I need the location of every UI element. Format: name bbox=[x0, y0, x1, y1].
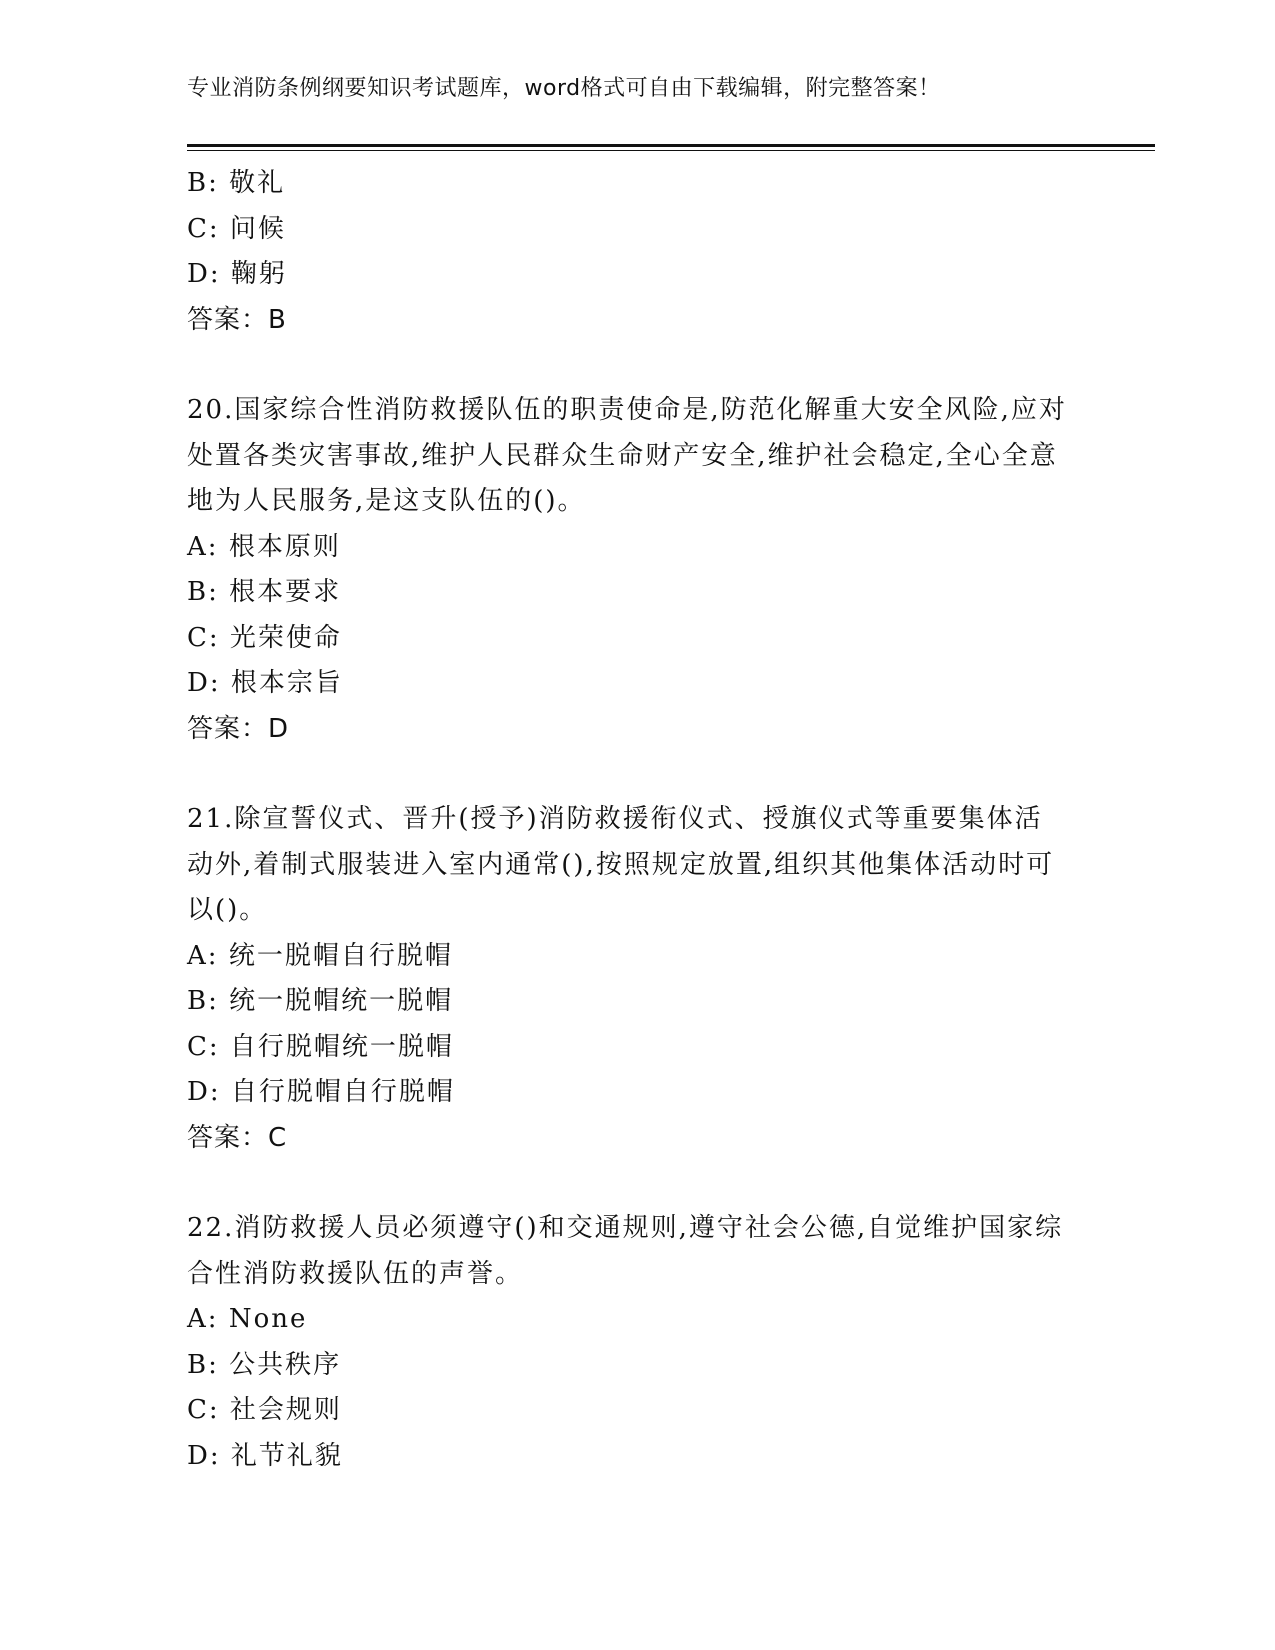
page-header: 专业消防条例纲要知识考试题库，word格式可自由下载编辑，附完整答案！ bbox=[187, 76, 941, 101]
spacer bbox=[187, 343, 1087, 388]
header-rule-thin bbox=[187, 150, 1155, 151]
option-c: C: 光荣使命 bbox=[187, 622, 342, 653]
option-b: B: 敬礼 bbox=[187, 168, 286, 198]
header-rule-thick bbox=[187, 144, 1155, 147]
option-a: A: None bbox=[187, 1304, 308, 1334]
answer: 答案：B bbox=[187, 304, 287, 335]
question-20 bbox=[187, 388, 1087, 752]
option-a: A: 根本原则 bbox=[187, 531, 341, 562]
option-c: C: 自行脱帽统一脱帽 bbox=[187, 1031, 454, 1062]
option-d: D: 自行脱帽自行脱帽 bbox=[187, 1077, 455, 1107]
option-a: A: 统一脱帽自行脱帽 bbox=[187, 940, 453, 971]
spacer bbox=[187, 1161, 1087, 1206]
option-b: B: 统一脱帽统一脱帽 bbox=[187, 986, 454, 1016]
question-19 bbox=[187, 161, 1087, 343]
option-d: D: 根本宗旨 bbox=[187, 668, 343, 698]
option-b: B: 公共秩序 bbox=[187, 1349, 342, 1380]
question-stem: 22.消防救援人员必须遵守()和交通规则,遵守社会公德,自觉维护国家综合性消防救援队伍的声誉。 bbox=[187, 1213, 1064, 1289]
option-c: C: 问候 bbox=[187, 213, 286, 244]
question-stem: 20.国家综合性消防救援队伍的职责使命是,防范化解重大安全风险,应对处置各类灾害事故,维护人民群众生命财产安全,维护社会稳定,全心全意地为人民服务,是这支队伍的()。 bbox=[187, 395, 1067, 516]
option-c: C: 社会规则 bbox=[187, 1395, 342, 1425]
spacer bbox=[187, 752, 1087, 797]
question-22 bbox=[187, 1206, 1087, 1479]
answer: 答案：C bbox=[187, 1122, 288, 1153]
question-21 bbox=[187, 797, 1087, 1161]
question-content bbox=[187, 161, 1087, 1479]
option-d: D: 鞠躬 bbox=[187, 259, 287, 289]
option-d: D: 礼节礼貌 bbox=[187, 1440, 343, 1471]
answer: 答案：D bbox=[187, 713, 290, 744]
question-stem: 21.除宣誓仪式、晋升(授予)消防救援衔仪式、授旗仪式等重要集体活动外,着制式服装进入室内通常(),按照规定放置,组织其他集体活动时可以()。 bbox=[187, 804, 1055, 925]
option-b: B: 根本要求 bbox=[187, 577, 342, 607]
